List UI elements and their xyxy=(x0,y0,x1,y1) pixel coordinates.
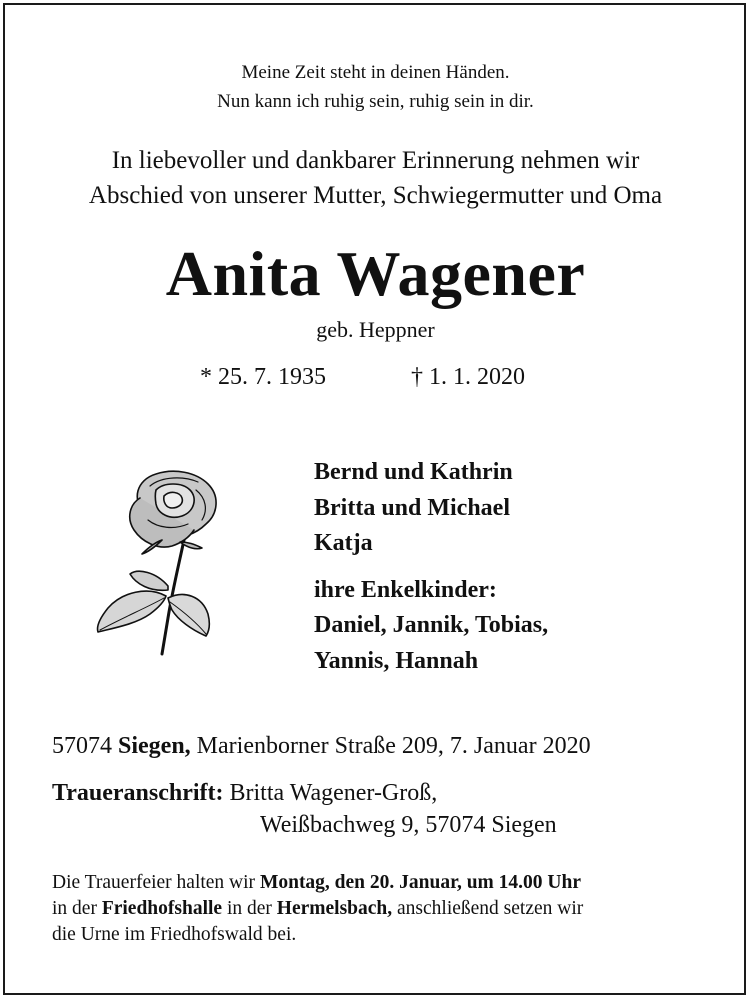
motto xyxy=(0,58,751,116)
motto-line: Nun kann ich ruhig sein, ruhig sein in dir. xyxy=(217,91,534,112)
place-date-line xyxy=(52,731,591,761)
funeral-text: Die Trauerfeier halten wir xyxy=(52,872,256,893)
funeral-info xyxy=(52,870,712,948)
mourning-address-label: Traueranschrift: xyxy=(52,780,224,806)
funeral-text: die Urne im Friedhofswald bei. xyxy=(52,924,297,945)
funeral-text: in der xyxy=(52,898,97,919)
intro-line: In liebevoller und dankbarer Erinnerung nehmen wir xyxy=(111,147,640,174)
funeral-text: anschließend setzen wir xyxy=(397,898,584,919)
deceased-name: Anita Wagener xyxy=(165,238,586,309)
motto-line: Meine Zeit steht in deinen Händen. xyxy=(241,62,510,83)
birth-name: geb. Heppner xyxy=(316,317,435,342)
street-date: Marienborner Straße 209, 7. Januar 2020 xyxy=(196,733,591,759)
family-line: Britta und Michael xyxy=(314,494,510,521)
mourning-address xyxy=(52,777,557,841)
intro-text xyxy=(0,143,751,213)
funeral-datetime: Montag, den 20. Januar, um 14.00 Uhr xyxy=(259,872,582,893)
grandchildren-line: Daniel, Jannik, Tobias, xyxy=(314,612,549,638)
family-list xyxy=(314,455,548,679)
rose-icon xyxy=(92,468,252,660)
family-line: Katja xyxy=(314,530,373,556)
grandchildren-line: Yannis, Hannah xyxy=(314,647,479,674)
intro-line: Abschied von unserer Mutter, Schwiegermutter und Oma xyxy=(88,182,663,209)
birth-date: * 25. 7. 1935 xyxy=(200,364,326,390)
funeral-text: in der xyxy=(226,898,272,919)
death-date: † 1. 1. 2020 xyxy=(411,364,525,390)
funeral-hall: Friedhofshalle xyxy=(101,898,223,919)
grandchildren-label: ihre Enkelkinder: xyxy=(314,576,497,603)
funeral-location: Hermelsbach, xyxy=(276,898,393,919)
family-line: Bernd und Kathrin xyxy=(314,459,513,485)
mourning-address-name: Britta Wagener-Groß, xyxy=(229,780,438,806)
city-name: Siegen, xyxy=(118,733,191,759)
postal-code: 57074 xyxy=(52,733,112,759)
mourning-address-street: Weißbachweg 9, 57074 Siegen xyxy=(260,812,557,838)
